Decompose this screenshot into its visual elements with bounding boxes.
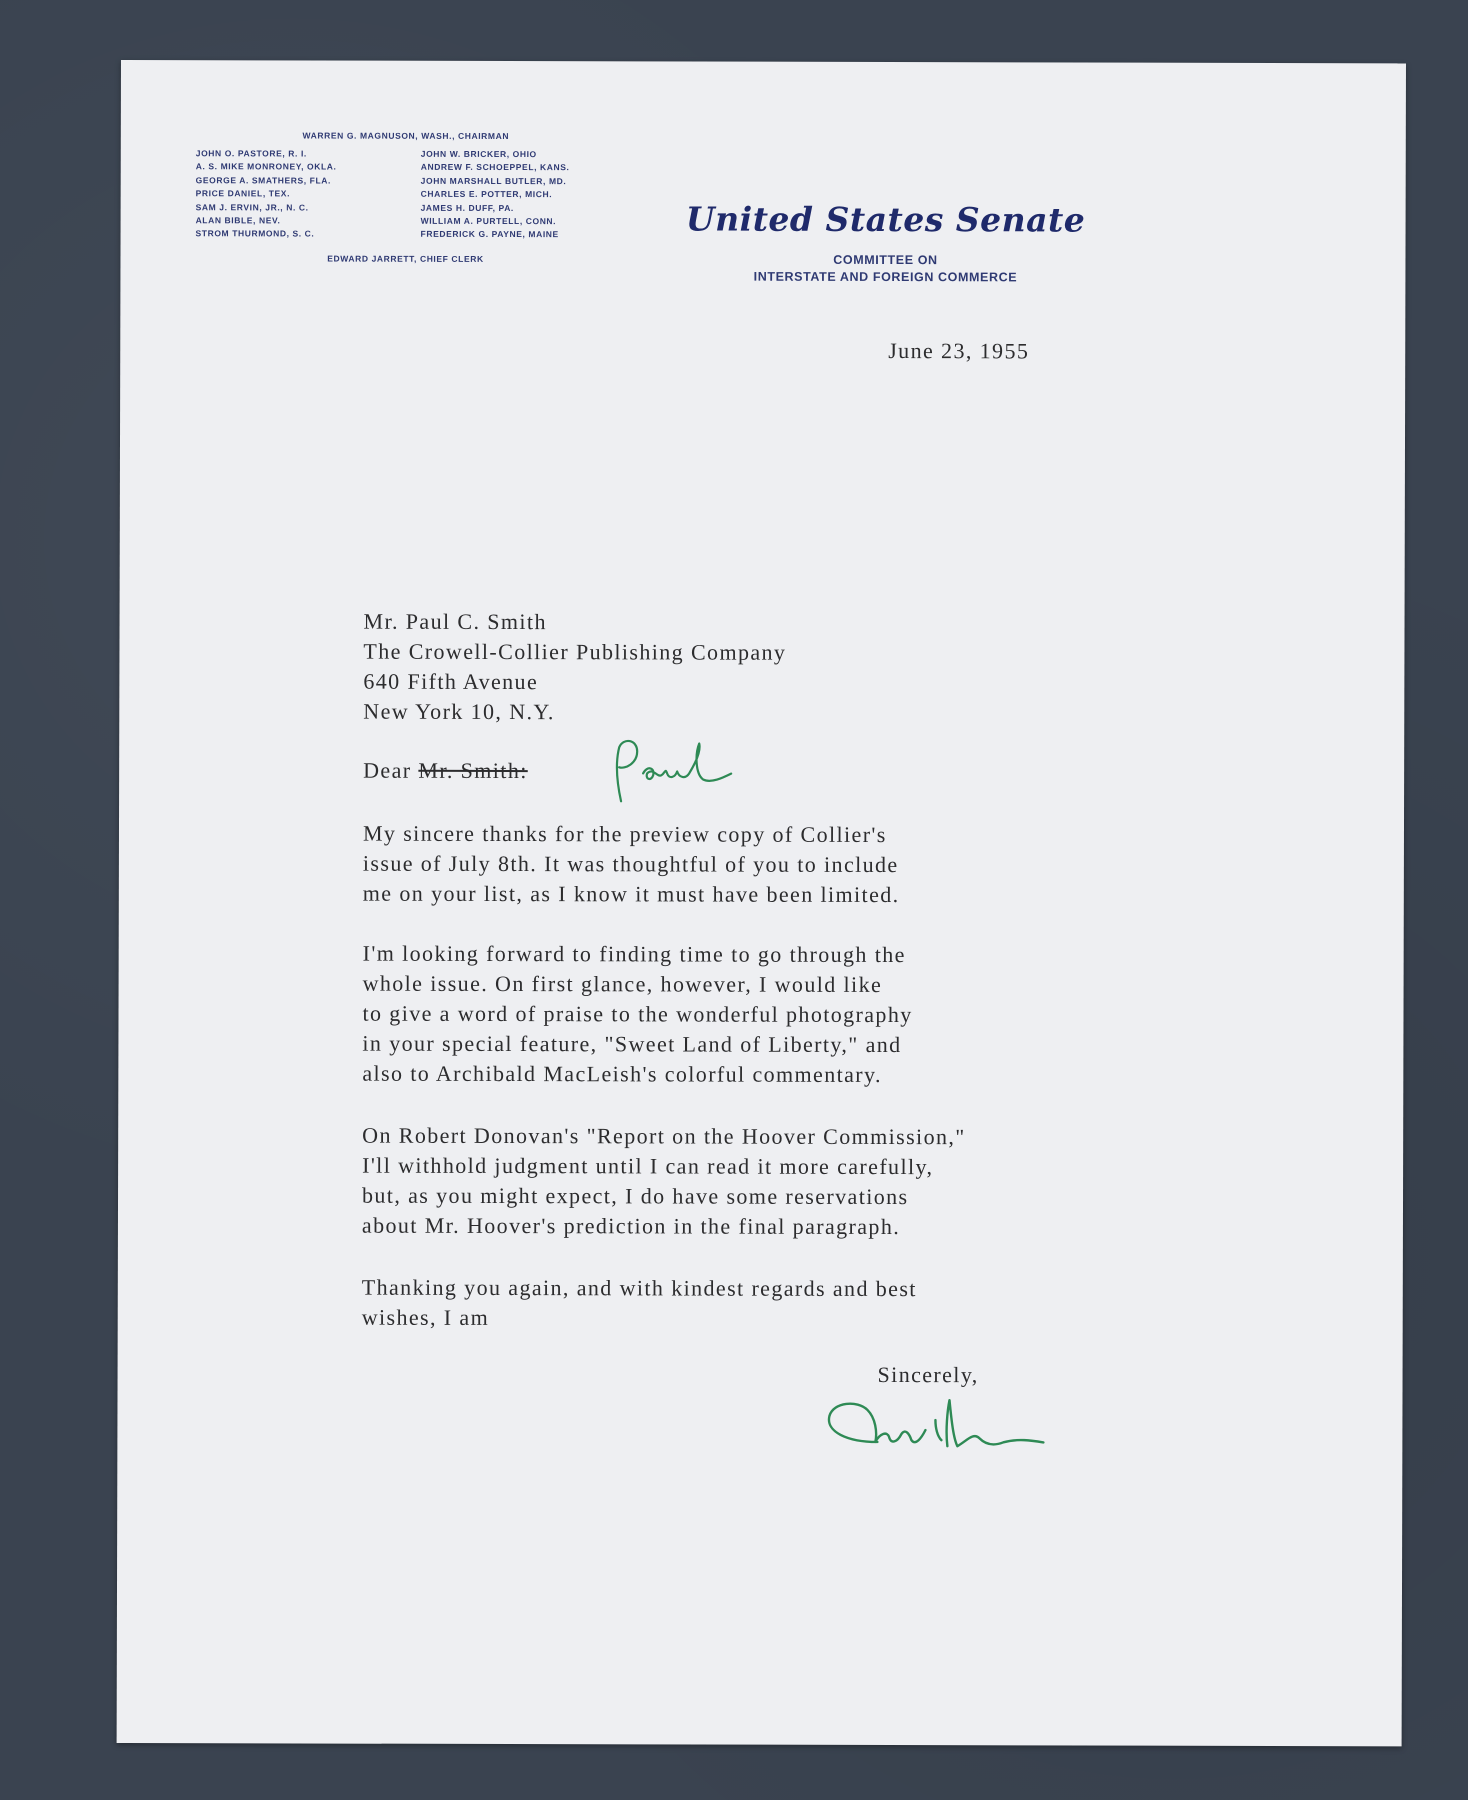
member-name: ANDREW F. SCHOEPPEL, KANS.: [420, 162, 570, 173]
paragraph-line: also to Archibald MacLeish's colorful commentary.: [362, 1060, 882, 1087]
handwritten-signature: [817, 1380, 1077, 1471]
member-name: GEORGE A. SMATHERS, FLA.: [195, 175, 331, 186]
committee-members-list: [195, 130, 615, 264]
paragraph-line: issue of July 8th. It was thoughtful of you to include: [362, 850, 899, 878]
paragraph-line: but, as you might expect, I do have some reservations: [361, 1182, 909, 1210]
member-columns: [196, 147, 616, 242]
member-name: CHARLES E. POTTER, MICH.: [420, 189, 553, 200]
letter-date: June 23, 1955: [888, 338, 1030, 364]
address-line: New York 10, N.Y.: [363, 698, 555, 725]
paragraph-line: On Robert Donovan's "Report on the Hoover Commission,": [362, 1122, 966, 1150]
paragraph-line: Thanking you again, and with kindest regards and best: [361, 1274, 917, 1302]
member-name: JOHN MARSHALL BUTLER, MD.: [420, 175, 567, 186]
paragraph-line: My sincere thanks for the preview copy of Collier's: [362, 820, 887, 848]
paragraph-line: to give a word of praise to the wonderful photography: [362, 1000, 913, 1028]
address-line: Mr. Paul C. Smith: [363, 608, 547, 635]
committee-line-2: INTERSTATE AND FOREIGN COMMERCE: [753, 269, 1018, 285]
paragraph-line: I'll withhold judgment until I can read it more carefully,: [362, 1152, 934, 1180]
paragraph-line: whole issue. On first glance, however, I would like: [362, 970, 883, 997]
member-name: SAM J. ERVIN, JR., N. C.: [195, 201, 309, 213]
paragraph-line: about Mr. Hoover's prediction in the final paragraph.: [361, 1212, 901, 1240]
handwritten-paul-annotation: [603, 733, 743, 808]
address-line: The Crowell-Collier Publishing Company: [363, 638, 787, 665]
salutation-prefix: Dear: [363, 757, 419, 783]
salutation-struck-name: Mr. Smith:: [418, 757, 528, 784]
member-name: FREDERICK G. PAYNE, MAINE: [420, 229, 559, 240]
paragraph-3: [362, 1121, 1222, 1243]
paragraph-2: [362, 939, 1222, 1091]
paragraph-line: I'm looking forward to finding time to go through the: [362, 940, 906, 968]
paragraph-1: [363, 819, 1223, 911]
member-name: WILLIAM A. PURTELL, CONN.: [420, 215, 557, 227]
letter-page: [117, 60, 1406, 1746]
committee-name: [660, 251, 1110, 286]
salutation: [363, 758, 528, 784]
paragraph-line: me on your list, as I know it must have been limited.: [362, 880, 900, 908]
recipient-address: [363, 607, 786, 728]
paragraph-4: [362, 1273, 1222, 1335]
members-right-column: [421, 148, 616, 242]
paragraph-line: wishes, I am: [361, 1304, 490, 1330]
paragraph-line: in your special feature, "Sweet Land of Liberty," and: [362, 1030, 902, 1058]
member-name: ALAN BIBLE, NEV.: [195, 215, 281, 226]
member-name: JOHN O. PASTORE, R. I.: [195, 148, 307, 159]
committee-line-1: COMMITTEE ON: [833, 252, 938, 268]
member-name: JOHN W. BRICKER, OHIO: [420, 148, 537, 160]
chief-clerk-line: EDWARD JARRETT, CHIEF CLERK: [327, 253, 484, 264]
members-left-column: [196, 147, 337, 241]
chairman-line: WARREN G. MAGNUSON, WASH., CHAIRMAN: [302, 130, 510, 142]
member-name: JAMES H. DUFF, PA.: [420, 202, 514, 213]
closing-line: Sincerely,: [877, 1361, 979, 1388]
address-line: 640 Fifth Avenue: [363, 668, 539, 695]
member-name: STROM THURMOND, S. C.: [195, 228, 315, 239]
member-name: PRICE DANIEL, TEX.: [195, 188, 291, 199]
member-name: A. S. MIKE MONRONEY, OKLA.: [195, 161, 337, 172]
senate-letterhead-title: United States Senate: [685, 199, 1086, 240]
